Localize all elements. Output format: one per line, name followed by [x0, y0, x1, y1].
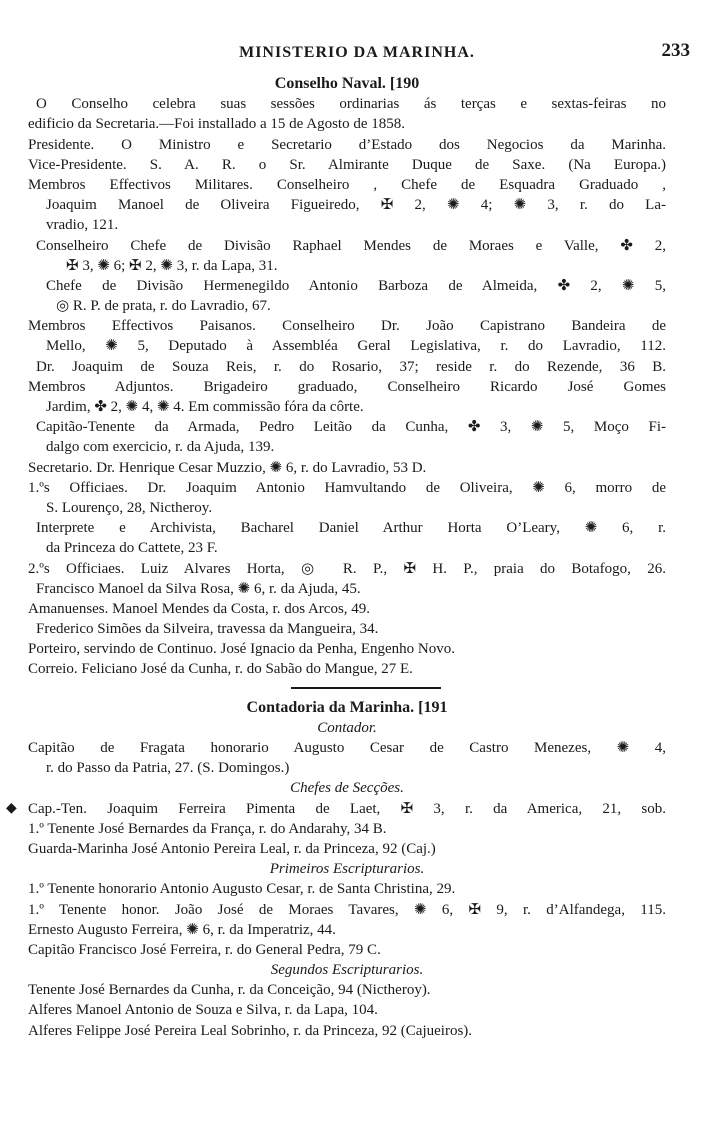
- text-line: O Conselho celebra suas sessões ordinarias ás terças e sextas-feiras no: [36, 96, 666, 113]
- text-line: S. Lourenço, 28, Nictheroy.: [46, 499, 213, 516]
- text-line: 1.º Tenente José Bernardes da França, r. do Andarahy, 34 B.: [28, 820, 387, 837]
- text-line: vradio, 121.: [46, 217, 119, 234]
- text-line: ✠ 3, ✺ 6; ✠ 2, ✺ 3, r. da Lapa, 31.: [66, 257, 278, 274]
- text-line: [6, 799, 666, 819]
- text-line: Alferes Manoel Antonio de Souza e Silva, r. da Lapa, 104.: [28, 1002, 378, 1019]
- text-line: Dr. Joaquim de Souza Reis, r. do Rosario, 37; reside r. do Rezende, 36 B.: [36, 358, 666, 375]
- text-line: Correio. Feliciano José da Cunha, r. do Sabão do Mangue, 27 E.: [28, 661, 413, 678]
- text-line: Joaquim Manoel de Oliveira Figueiredo, ✠ 2, ✺ 4; ✺ 3, r. do La-: [46, 197, 666, 214]
- text-line: Ernesto Augusto Ferreira, ✺ 6, r. da Imperatriz, 44.: [28, 921, 336, 938]
- text-line: Porteiro, servindo de Continuo. José Ignacio da Penha, Engenho Novo.: [28, 641, 456, 658]
- text-line: Chefe de Divisão Hermenegildo Antonio Barboza de Almeida, ✤ 2, ✺ 5,: [46, 277, 666, 294]
- page-header: [0, 40, 714, 66]
- section: [28, 74, 666, 680]
- line-text: Cap.-Ten. Joaquim Ferreira Pimenta de Laet, ✠ 3, r. da America, 21, sob.: [28, 800, 666, 817]
- text-line: Amanuenses. Manoel Mendes da Costa, r. dos Arcos, 49.: [28, 600, 371, 617]
- text-line: ◎ R. P. de prata, r. do Lavradio, 67.: [56, 298, 271, 315]
- text-line: Membros Effectivos Militares. Conselheiro , Chefe de Esquadra Graduado ,: [28, 176, 666, 193]
- text-line: 1.º Tenente honor. João José de Moraes Tavares, ✺ 6, ✠ 9, r. d’Alfandega, 115.: [28, 901, 666, 918]
- text-line: da Princeza do Cattete, 23 F.: [46, 540, 218, 557]
- text-line: Conselheiro Chefe de Divisão Raphael Mendes de Moraes e Valle, ✤ 2,: [36, 237, 666, 254]
- text-line: Presidente. O Ministro e Secretario d’Estado dos Negocios da Marinha.: [28, 136, 666, 153]
- text-line: Capitão Francisco José Ferreira, r. do General Pedra, 79 C.: [28, 941, 381, 958]
- text-line: Guarda-Marinha José Antonio Pereira Leal, r. da Princeza, 92 (Caj.): [28, 840, 436, 857]
- page-number: 233: [661, 40, 690, 61]
- text-line: Capitão de Fragata honorario Augusto Cesar de Castro Menezes, ✺ 4,: [28, 740, 666, 756]
- subsection-heading: Segundos Escripturarios.: [270, 962, 424, 979]
- text-line: dalgo com exercicio, r. da Ajuda, 139.: [46, 439, 275, 456]
- text-line: Alferes Felippe José Pereira Leal Sobrinho, r. da Princeza, 92 (Cajueiros).: [28, 1022, 473, 1039]
- text-line: edificio da Secretaria.—Foi installado a 15 de Agosto de 1858.: [28, 116, 405, 133]
- text-line: 2.ºs Officiaes. Luiz Alvares Horta, ◎ R. P., ✠ H. P., praia do Botafogo, 26.: [28, 560, 666, 577]
- subsection-heading: Primeiros Escripturarios.: [269, 861, 425, 878]
- section-divider: [28, 680, 666, 698]
- running-head: MINISTERIO DA MARINHA.: [239, 44, 475, 61]
- text-line: Interprete e Archivista, Bacharel Daniel Arthur Horta O’Leary, ✺ 6, r.: [36, 520, 666, 537]
- text-line: Mello, ✺ 5, Deputado à Assembléa Geral Legislativa, r. do Lavradio, 112.: [46, 338, 666, 355]
- text-line: Vice-Presidente. S. A. R. o Sr. Almirante Duque de Saxe. (Na Europa.): [28, 156, 666, 173]
- section-title: Conselho Naval. [190: [274, 75, 420, 92]
- text-line: r. do Passo da Patria, 27. (S. Domingos.): [46, 760, 290, 777]
- section: [6, 698, 666, 1041]
- text-line: Jardim, ✤ 2, ✺ 4, ✺ 4. Em commissão fóra da côrte.: [46, 399, 364, 415]
- text-line: Membros Adjuntos. Brigadeiro graduado, Conselheiro Ricardo José Gomes: [28, 378, 666, 395]
- section-title: Contadoria da Marinha. [191: [246, 698, 448, 716]
- text-line: Francisco Manoel da Silva Rosa, ✺ 6, r. da Ajuda, 45.: [36, 580, 361, 597]
- page-body: [6, 74, 666, 1041]
- text-line: Capitão-Tenente da Armada, Pedro Leitão da Cunha, ✤ 3, ✺ 5, Moço Fi-: [36, 419, 666, 436]
- subsection-heading: Chefes de Secções.: [290, 780, 404, 797]
- text-line: Tenente José Bernardes da Cunha, r. da Conceição, 94 (Nictheroy).: [28, 982, 431, 999]
- text-line: 1.º Tenente honorario Antonio Augusto Cesar, r. de Santa Christina, 29.: [28, 881, 456, 898]
- text-line: 1.ºs Officiaes. Dr. Joaquim Antonio Hamvultando de Oliveira, ✺ 6, morro de: [28, 479, 666, 496]
- subsection-heading: Contador.: [317, 719, 377, 736]
- text-line: Frederico Simões da Silveira, travessa da Mangueira, 34.: [36, 621, 379, 638]
- text-line: Membros Effectivos Paisanos. Conselheiro Dr. João Capistrano Bandeira de: [28, 318, 666, 335]
- margin-bullet-icon: ◆: [6, 800, 17, 816]
- text-line: Secretario. Dr. Henrique Cesar Muzzio, ✺ 6, r. do Lavradio, 53 D.: [28, 459, 427, 476]
